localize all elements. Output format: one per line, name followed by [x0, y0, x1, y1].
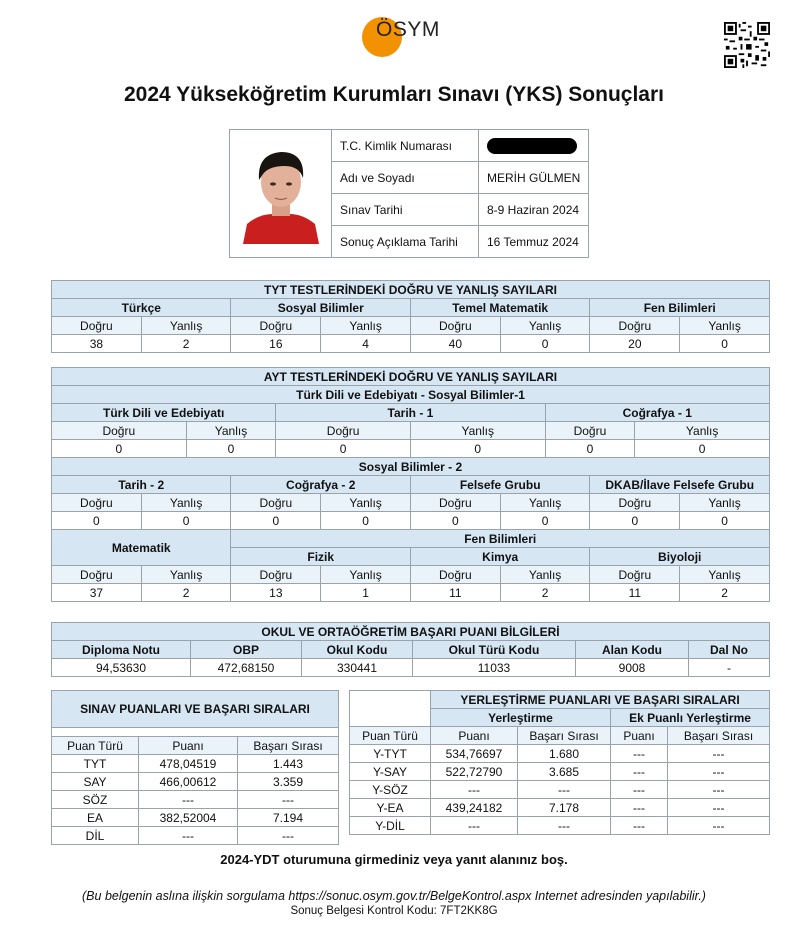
col-header: Yanlış — [500, 317, 590, 335]
candidate-info — [229, 129, 589, 258]
tyt-table — [51, 280, 770, 353]
col-header: Yanlış — [186, 422, 276, 440]
osym-logo — [362, 14, 462, 60]
name-label: Adı ve Soyadı — [332, 162, 479, 194]
col-header: Doğru — [231, 566, 321, 584]
cell: 0 — [410, 512, 500, 530]
col-header: Puanı — [431, 727, 518, 745]
col-header: Yanlış — [321, 566, 411, 584]
cell: 3.359 — [238, 773, 339, 791]
photo-cell — [230, 130, 332, 258]
cell: 20 — [590, 335, 680, 353]
cell: 0 — [680, 335, 770, 353]
cell: 0 — [141, 512, 231, 530]
tc-label: T.C. Kimlik Numarası — [332, 130, 479, 162]
col-header: Diploma Notu — [52, 641, 191, 659]
cell: 37 — [52, 584, 142, 602]
cell: 0 — [680, 512, 770, 530]
scores-table — [51, 690, 339, 845]
cell: --- — [238, 791, 339, 809]
cell: 522,72790 — [431, 763, 518, 781]
cell: 2 — [680, 584, 770, 602]
col-header: Doğru — [410, 494, 500, 512]
cell: --- — [139, 827, 238, 845]
cell: 1.680 — [518, 745, 611, 763]
cell: 38 — [52, 335, 142, 353]
cell: Y-SAY — [350, 763, 431, 781]
cell: 11033 — [413, 659, 576, 677]
cell: 439,24182 — [431, 799, 518, 817]
tyt-subject: Sosyal Bilimler — [231, 299, 410, 317]
cell: 11 — [590, 584, 680, 602]
cell: --- — [611, 745, 668, 763]
scores-title: SINAV PUANLARI VE BAŞARI SIRALARI — [52, 691, 339, 728]
col-header: Yanlış — [141, 317, 231, 335]
cell: 7.194 — [238, 809, 339, 827]
tyt-subject: Fen Bilimleri — [590, 299, 770, 317]
logo-text: ÖSYM — [376, 18, 440, 41]
spacer — [52, 728, 339, 737]
redaction-bar — [487, 138, 577, 154]
col-header: Yanlış — [410, 422, 545, 440]
candidate-photo — [239, 140, 323, 244]
cell: --- — [518, 781, 611, 799]
col-header: Doğru — [410, 317, 500, 335]
cell: --- — [668, 781, 770, 799]
cell: --- — [611, 799, 668, 817]
col-header: Yanlış — [141, 566, 231, 584]
exam-date-label: Sınav Tarihi — [332, 194, 479, 226]
ayt-title: AYT TESTLERİNDEKİ DOĞRU VE YANLIŞ SAYILARI — [52, 368, 770, 386]
cell: --- — [518, 817, 611, 835]
cell: 0 — [545, 440, 635, 458]
cell: --- — [139, 791, 238, 809]
cell: 94,53630 — [52, 659, 191, 677]
cell: 13 — [231, 584, 321, 602]
cell: 0 — [500, 512, 590, 530]
school-title: OKUL VE ORTAÖĞRETİM BAŞARI PUANI BİLGİLERİ — [52, 623, 770, 641]
col-header: Doğru — [590, 494, 680, 512]
ayt-table — [51, 367, 770, 602]
cell: 0 — [635, 440, 770, 458]
cell: Y-SÖZ — [350, 781, 431, 799]
cell: --- — [431, 781, 518, 799]
col-header: Doğru — [276, 422, 411, 440]
col-header: Doğru — [52, 317, 142, 335]
col-header: Doğru — [545, 422, 635, 440]
cell: 3.685 — [518, 763, 611, 781]
cell: TYT — [52, 755, 139, 773]
cell: 11 — [410, 584, 500, 602]
cell: 2 — [500, 584, 590, 602]
placement-table — [349, 690, 770, 835]
cell: 0 — [410, 440, 545, 458]
cell: --- — [611, 781, 668, 799]
ayt-subject: Tarih - 1 — [276, 404, 545, 422]
cell: --- — [238, 827, 339, 845]
ayt-subject: Kimya — [410, 548, 589, 566]
cell: --- — [668, 745, 770, 763]
col-header: Başarı Sırası — [518, 727, 611, 745]
control-code: Sonuç Belgesi Kontrol Kodu: 7FT2KK8G — [290, 905, 498, 917]
cell: 7.178 — [518, 799, 611, 817]
ayt-subject: Biyoloji — [590, 548, 770, 566]
cell: 9008 — [576, 659, 689, 677]
col-header: Puan Türü — [350, 727, 431, 745]
tyt-subject: Türkçe — [52, 299, 231, 317]
cell: EA — [52, 809, 139, 827]
cell: 0 — [590, 512, 680, 530]
cell: DİL — [52, 827, 139, 845]
tyt-title: TYT TESTLERİNDEKİ DOĞRU VE YANLIŞ SAYILARI — [52, 281, 770, 299]
cell: Y-TYT — [350, 745, 431, 763]
col-header: Doğru — [590, 317, 680, 335]
ayt-subject: Coğrafya - 2 — [231, 476, 410, 494]
cell: --- — [611, 817, 668, 835]
cell: 382,52004 — [139, 809, 238, 827]
col-header: Doğru — [52, 422, 187, 440]
col-header: Doğru — [231, 317, 321, 335]
placement-blank — [350, 691, 431, 727]
cell: --- — [668, 817, 770, 835]
col-header: Alan Kodu — [576, 641, 689, 659]
qr-code — [724, 22, 770, 68]
ayt-group1-title: Türk Dili ve Edebiyatı - Sosyal Bilimler-1 — [52, 386, 770, 404]
cell: 1.443 — [238, 755, 339, 773]
placement-title: YERLEŞTİRME PUANLARI VE BAŞARI SIRALARI — [431, 691, 770, 709]
col-header: Başarı Sırası — [238, 737, 339, 755]
col-header: Yanlış — [635, 422, 770, 440]
ayt-group2-title: Sosyal Bilimler - 2 — [52, 458, 770, 476]
cell: 466,00612 — [139, 773, 238, 791]
result-date-label: Sonuç Açıklama Tarihi — [332, 226, 479, 258]
cell: --- — [668, 799, 770, 817]
cell: 534,76697 — [431, 745, 518, 763]
cell: 2 — [141, 584, 231, 602]
col-header: Puanı — [611, 727, 668, 745]
col-header: Doğru — [410, 566, 500, 584]
page-title: 2024 Yükseköğretim Kurumları Sınavı (YKS) Sonuçları — [124, 83, 664, 106]
cell: SAY — [52, 773, 139, 791]
ayt-fen-title: Fen Bilimleri — [231, 530, 770, 548]
col-header: Yanlış — [321, 317, 411, 335]
ayt-subject: Türk Dili ve Edebiyatı — [52, 404, 276, 422]
col-header: Doğru — [590, 566, 680, 584]
col-header: Doğru — [231, 494, 321, 512]
name-value: MERİH GÜLMEN — [479, 162, 589, 194]
col-header: Yanlış — [680, 494, 770, 512]
ayt-subject: DKAB/İlave Felsefe Grubu — [590, 476, 770, 494]
cell: 472,68150 — [191, 659, 302, 677]
col-header: Yanlış — [680, 317, 770, 335]
cell: - — [689, 659, 770, 677]
verify-note: (Bu belgenin aslına ilişkin sorgulama https://sonuc.osym.gov.tr/BelgeKontrol.aspx Internet adresinden yapılabilir.) — [82, 889, 706, 903]
ayt-math-title: Matematik — [52, 530, 231, 566]
cell: 0 — [321, 512, 411, 530]
cell: 0 — [276, 440, 411, 458]
cell: 16 — [231, 335, 321, 353]
col-header: Yanlış — [500, 494, 590, 512]
col-header: OBP — [191, 641, 302, 659]
cell: --- — [611, 763, 668, 781]
col-header: Yanlış — [680, 566, 770, 584]
cell: 0 — [186, 440, 276, 458]
ayt-subject: Coğrafya - 1 — [545, 404, 769, 422]
cell: 330441 — [302, 659, 413, 677]
col-header: Okul Türü Kodu — [413, 641, 576, 659]
cell: 0 — [500, 335, 590, 353]
cell: 0 — [52, 512, 142, 530]
ydt-note: 2024-YDT oturumuna girmediniz veya yanıt alanınız boş. — [220, 852, 568, 867]
tc-value — [479, 130, 589, 162]
cell: 40 — [410, 335, 500, 353]
tyt-subject: Temel Matematik — [410, 299, 589, 317]
col-header: Yanlış — [500, 566, 590, 584]
exam-date-value: 8-9 Haziran 2024 — [479, 194, 589, 226]
col-header: Doğru — [52, 494, 142, 512]
ayt-subject: Fizik — [231, 548, 410, 566]
cell: --- — [668, 763, 770, 781]
col-header: Yanlış — [141, 494, 231, 512]
placement-sub2: Ek Puanlı Yerleştirme — [611, 709, 770, 727]
col-header: Yanlış — [321, 494, 411, 512]
cell: 0 — [52, 440, 187, 458]
cell: Y-DİL — [350, 817, 431, 835]
col-header: Doğru — [52, 566, 142, 584]
ayt-subject: Tarih - 2 — [52, 476, 231, 494]
cell: 4 — [321, 335, 411, 353]
cell: 478,04519 — [139, 755, 238, 773]
cell: 1 — [321, 584, 411, 602]
col-header: Başarı Sırası — [668, 727, 770, 745]
cell: 0 — [231, 512, 321, 530]
ayt-subject: Felsefe Grubu — [410, 476, 589, 494]
col-header: Puanı — [139, 737, 238, 755]
cell: Y-EA — [350, 799, 431, 817]
school-table — [51, 622, 770, 677]
col-header: Puan Türü — [52, 737, 139, 755]
col-header: Okul Kodu — [302, 641, 413, 659]
cell: 2 — [141, 335, 231, 353]
cell: SÖZ — [52, 791, 139, 809]
result-date-value: 16 Temmuz 2024 — [479, 226, 589, 258]
placement-sub1: Yerleştirme — [431, 709, 611, 727]
col-header: Dal No — [689, 641, 770, 659]
cell: --- — [431, 817, 518, 835]
